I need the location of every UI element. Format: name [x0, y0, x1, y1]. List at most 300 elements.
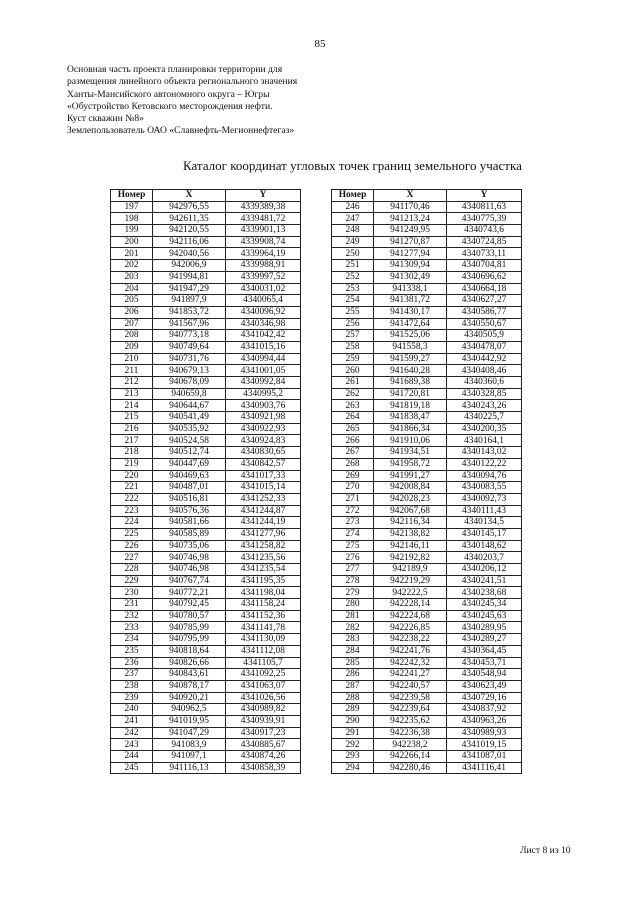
- cell-x: 940792,45: [153, 599, 226, 611]
- table-row: [111, 610, 301, 622]
- cell-y: 4340360,6: [447, 377, 522, 389]
- cell-number: 234: [111, 634, 153, 646]
- cell-y: 4341092,25: [226, 669, 301, 681]
- cell-number: 259: [332, 353, 374, 365]
- cell-x: 941309,94: [374, 260, 447, 272]
- table-row: [111, 634, 301, 646]
- cell-x: 941270,87: [374, 236, 447, 248]
- cell-y: 4341158,24: [226, 599, 301, 611]
- table-row: [111, 692, 301, 704]
- cell-number: 227: [111, 552, 153, 564]
- table-row: [111, 306, 301, 318]
- cell-number: 267: [332, 447, 374, 459]
- cell-number: 198: [111, 213, 153, 225]
- cell-y: 4340328,85: [447, 388, 522, 400]
- table-row: [332, 213, 522, 225]
- cell-x: 941430,17: [374, 306, 447, 318]
- cell-y: 4339908,74: [226, 236, 301, 248]
- cell-x: 940524,58: [153, 435, 226, 447]
- table-row: [332, 412, 522, 424]
- table-row: [332, 669, 522, 681]
- cell-y: 4341252,33: [226, 493, 301, 505]
- table-row: [332, 283, 522, 295]
- cell-x: 940512,74: [153, 447, 226, 459]
- cell-y: 4339988,91: [226, 260, 301, 272]
- table-row: [332, 341, 522, 353]
- table-row: [332, 552, 522, 564]
- table-row: [332, 715, 522, 727]
- cell-y: 4341235,56: [226, 552, 301, 564]
- cell-number: 219: [111, 458, 153, 470]
- catalog-title: Каталог координат угловых точек границ земельного участка: [183, 158, 522, 173]
- cell-y: 4340627,27: [447, 295, 522, 307]
- cell-y: 4340704,81: [447, 260, 522, 272]
- cell-x: 942236,38: [374, 727, 447, 739]
- cell-x: 940678,09: [153, 377, 226, 389]
- cell-number: 231: [111, 599, 153, 611]
- cell-number: 273: [332, 517, 374, 529]
- table-row: [111, 470, 301, 482]
- cell-number: 230: [111, 587, 153, 599]
- cell-x: 940576,36: [153, 505, 226, 517]
- cell-x: 942189,9: [374, 564, 447, 576]
- cell-y: 4340885,67: [226, 739, 301, 751]
- cell-number: 229: [111, 575, 153, 587]
- header-line: Куст скважин №8»: [67, 113, 144, 125]
- cell-number: 268: [332, 458, 374, 470]
- table-row: [332, 540, 522, 552]
- header-line: Основная часть проекта планировки территории для: [67, 64, 283, 75]
- cell-y: 4340245,34: [447, 599, 522, 611]
- table-header-row: [111, 190, 301, 202]
- cell-x: 940772,21: [153, 587, 226, 599]
- cell-x: 942116,06: [153, 236, 226, 248]
- cell-x: 941525,06: [374, 330, 447, 342]
- cell-number: 217: [111, 435, 153, 447]
- cell-x: 941866,34: [374, 423, 447, 435]
- header-line: «Обустройство Кетовского месторождения нефти.: [67, 100, 273, 112]
- cell-number: 239: [111, 692, 153, 704]
- table-row: [111, 564, 301, 576]
- cell-y: 4340134,5: [447, 517, 522, 529]
- cell-number: 292: [332, 739, 374, 751]
- cell-number: 291: [332, 727, 374, 739]
- table-row: [111, 318, 301, 330]
- cell-number: 264: [332, 412, 374, 424]
- cell-number: 242: [111, 727, 153, 739]
- cell-x: 941019,95: [153, 715, 226, 727]
- cell-y: 4340200,35: [447, 423, 522, 435]
- cell-number: 211: [111, 365, 153, 377]
- cell-x: 941083,9: [153, 739, 226, 751]
- cell-number: 241: [111, 715, 153, 727]
- cell-y: 4340145,17: [447, 528, 522, 540]
- cell-number: 233: [111, 622, 153, 634]
- column-header-number: Номер: [111, 190, 153, 202]
- cell-x: 940679,13: [153, 365, 226, 377]
- table-row: [332, 353, 522, 365]
- cell-number: 197: [111, 201, 153, 213]
- cell-y: 4340164,1: [447, 435, 522, 447]
- cell-number: 290: [332, 715, 374, 727]
- cell-number: 284: [332, 645, 374, 657]
- cell-number: 199: [111, 225, 153, 237]
- cell-y: 4340696,62: [447, 271, 522, 283]
- cell-number: 285: [332, 657, 374, 669]
- cell-y: 4340733,11: [447, 248, 522, 260]
- cell-x: 941640,28: [374, 365, 447, 377]
- cell-number: 257: [332, 330, 374, 342]
- cell-y: 4340092,73: [447, 493, 522, 505]
- cell-number: 258: [332, 341, 374, 353]
- page-number: 85: [314, 38, 326, 50]
- cell-x: 940447,69: [153, 458, 226, 470]
- cell-number: 260: [332, 365, 374, 377]
- table-row: [332, 599, 522, 611]
- cell-y: 4340241,51: [447, 575, 522, 587]
- cell-y: 4341015,14: [226, 482, 301, 494]
- cell-y: 4340903,76: [226, 400, 301, 412]
- cell-x: 942028,23: [374, 493, 447, 505]
- cell-number: 215: [111, 412, 153, 424]
- table-row: [111, 587, 301, 599]
- cell-number: 208: [111, 330, 153, 342]
- cell-y: 4340289,27: [447, 634, 522, 646]
- cell-x: 942242,32: [374, 657, 447, 669]
- cell-x: 942116,34: [374, 517, 447, 529]
- table-row: [111, 517, 301, 529]
- cell-x: 942238,2: [374, 739, 447, 751]
- cell-y: 4341258,82: [226, 540, 301, 552]
- table-row: [111, 622, 301, 634]
- table-row: [111, 248, 301, 260]
- table-row: [332, 423, 522, 435]
- table-row: [111, 365, 301, 377]
- cell-x: 941116,13: [153, 762, 226, 774]
- cell-number: 253: [332, 283, 374, 295]
- cell-number: 254: [332, 295, 374, 307]
- cell-y: 4340143,02: [447, 447, 522, 459]
- cell-y: 4340729,16: [447, 692, 522, 704]
- cell-number: 250: [332, 248, 374, 260]
- table-row: [111, 727, 301, 739]
- table-row: [111, 739, 301, 751]
- cell-number: 213: [111, 388, 153, 400]
- cell-x: 942235,62: [374, 715, 447, 727]
- cell-x: 940746,98: [153, 564, 226, 576]
- table-row: [111, 680, 301, 692]
- cell-number: 240: [111, 704, 153, 716]
- table-row: [111, 271, 301, 283]
- cell-y: 4340346,98: [226, 318, 301, 330]
- cell-y: 4340811,63: [447, 201, 522, 213]
- cell-y: 4340408,46: [447, 365, 522, 377]
- cell-y: 4340096,92: [226, 306, 301, 318]
- cell-x: 942228,14: [374, 599, 447, 611]
- cell-number: 225: [111, 528, 153, 540]
- cell-number: 220: [111, 470, 153, 482]
- cell-number: 288: [332, 692, 374, 704]
- cell-x: 942976,55: [153, 201, 226, 213]
- cell-x: 940843,61: [153, 669, 226, 681]
- cell-y: 4341112,08: [226, 645, 301, 657]
- cell-x: 941897,9: [153, 295, 226, 307]
- cell-x: 942146,11: [374, 540, 447, 552]
- cell-number: 245: [111, 762, 153, 774]
- cell-x: 941720,81: [374, 388, 447, 400]
- table-row: [111, 505, 301, 517]
- table-row: [111, 482, 301, 494]
- table-row: [332, 306, 522, 318]
- cell-y: 4340083,55: [447, 482, 522, 494]
- cell-x: 941958,72: [374, 458, 447, 470]
- cell-number: 255: [332, 306, 374, 318]
- table-row: [332, 271, 522, 283]
- cell-number: 214: [111, 400, 153, 412]
- cell-y: 4340148,62: [447, 540, 522, 552]
- cell-number: 238: [111, 680, 153, 692]
- table-row: [332, 470, 522, 482]
- cell-number: 205: [111, 295, 153, 307]
- cell-x: 941249,95: [374, 225, 447, 237]
- cell-x: 941558,3: [374, 341, 447, 353]
- table-row: [332, 201, 522, 213]
- table-row: [111, 528, 301, 540]
- cell-x: 941994,81: [153, 271, 226, 283]
- table-row: [111, 657, 301, 669]
- column-header-number: Номер: [332, 190, 374, 202]
- table-row: [332, 505, 522, 517]
- cell-number: 246: [332, 201, 374, 213]
- cell-x: 941947,29: [153, 283, 226, 295]
- table-row: [332, 388, 522, 400]
- cell-number: 224: [111, 517, 153, 529]
- cell-y: 4340995,2: [226, 388, 301, 400]
- cell-number: 266: [332, 435, 374, 447]
- cell-y: 4341116,41: [447, 762, 522, 774]
- cell-y: 4341001,05: [226, 365, 301, 377]
- table-row: [332, 680, 522, 692]
- cell-y: 4340550,67: [447, 318, 522, 330]
- header-line: Ханты-Мансийского автономного округа – Югры: [67, 88, 270, 100]
- cell-number: 207: [111, 318, 153, 330]
- cell-x: 942192,82: [374, 552, 447, 564]
- cell-number: 228: [111, 564, 153, 576]
- cell-x: 942224,68: [374, 610, 447, 622]
- table-row: [111, 540, 301, 552]
- header-line: Землепользователь ОАО «Славнефть-Мегионнефтегаз»: [67, 125, 295, 137]
- cell-x: 942008,84: [374, 482, 447, 494]
- cell-number: 263: [332, 400, 374, 412]
- cell-x: 942138,82: [374, 528, 447, 540]
- table-row: [111, 260, 301, 272]
- table-row: [111, 201, 301, 213]
- table-row: [332, 751, 522, 763]
- cell-number: 287: [332, 680, 374, 692]
- cell-x: 942239,58: [374, 692, 447, 704]
- table-row: [111, 762, 301, 774]
- table-row: [332, 587, 522, 599]
- cell-y: 4340065,4: [226, 295, 301, 307]
- cell-number: 232: [111, 610, 153, 622]
- cell-x: 940826,66: [153, 657, 226, 669]
- cell-x: 940785,99: [153, 622, 226, 634]
- cell-number: 279: [332, 587, 374, 599]
- table-row: [111, 330, 301, 342]
- cell-y: 4341244,87: [226, 505, 301, 517]
- cell-x: 941097,1: [153, 751, 226, 763]
- cell-y: 4340992,84: [226, 377, 301, 389]
- cell-y: 4341277,96: [226, 528, 301, 540]
- cell-x: 942239,64: [374, 704, 447, 716]
- cell-y: 4340917,23: [226, 727, 301, 739]
- cell-x: 941853,72: [153, 306, 226, 318]
- cell-number: 209: [111, 341, 153, 353]
- table-row: [332, 447, 522, 459]
- cell-x: 942266,14: [374, 751, 447, 763]
- cell-number: 223: [111, 505, 153, 517]
- cell-number: 294: [332, 762, 374, 774]
- cell-x: 940749,64: [153, 341, 226, 353]
- cell-x: 941910,06: [374, 435, 447, 447]
- table-row: [111, 645, 301, 657]
- cell-x: 941302,49: [374, 271, 447, 283]
- cell-number: 247: [332, 213, 374, 225]
- cell-y: 4340922,93: [226, 423, 301, 435]
- cell-y: 4341015,16: [226, 341, 301, 353]
- table-row: [111, 669, 301, 681]
- cell-y: 4340206,12: [447, 564, 522, 576]
- cell-number: 203: [111, 271, 153, 283]
- cell-x: 940541,49: [153, 412, 226, 424]
- document-header: [67, 64, 447, 138]
- cell-number: 283: [332, 634, 374, 646]
- cell-y: 4340924,83: [226, 435, 301, 447]
- cell-y: 4341087,01: [447, 751, 522, 763]
- cell-y: 4339901,13: [226, 225, 301, 237]
- cell-y: 4340921,98: [226, 412, 301, 424]
- table-row: [332, 517, 522, 529]
- cell-number: 206: [111, 306, 153, 318]
- column-header-y: Y: [447, 190, 522, 202]
- cell-number: 269: [332, 470, 374, 482]
- cell-x: 940735,06: [153, 540, 226, 552]
- cell-y: 4339964,19: [226, 248, 301, 260]
- table-row: [332, 622, 522, 634]
- cell-y: 4340289,95: [447, 622, 522, 634]
- cell-y: 4340031,02: [226, 283, 301, 295]
- cell-x: 941567,96: [153, 318, 226, 330]
- cell-number: 244: [111, 751, 153, 763]
- table-row: [111, 575, 301, 587]
- cell-x: 940659,8: [153, 388, 226, 400]
- table-row: [111, 341, 301, 353]
- table-row: [332, 645, 522, 657]
- cell-x: 940731,76: [153, 353, 226, 365]
- cell-y: 4340238,68: [447, 587, 522, 599]
- cell-y: 4339389,38: [226, 201, 301, 213]
- cell-y: 4341195,35: [226, 575, 301, 587]
- table-row: [111, 388, 301, 400]
- table-row: [332, 564, 522, 576]
- cell-y: 4340842,57: [226, 458, 301, 470]
- cell-number: 281: [332, 610, 374, 622]
- cell-x: 941934,51: [374, 447, 447, 459]
- cell-x: 940516,81: [153, 493, 226, 505]
- table-row: [111, 599, 301, 611]
- cell-x: 940780,57: [153, 610, 226, 622]
- cell-y: 4340858,39: [226, 762, 301, 774]
- cell-x: 941472,64: [374, 318, 447, 330]
- cell-y: 4340989,82: [226, 704, 301, 716]
- table-row: [332, 225, 522, 237]
- cell-y: 4340225,7: [447, 412, 522, 424]
- table-row: [332, 330, 522, 342]
- cell-number: 278: [332, 575, 374, 587]
- cell-number: 236: [111, 657, 153, 669]
- cell-y: 4340453,71: [447, 657, 522, 669]
- cell-x: 940795,99: [153, 634, 226, 646]
- column-header-x: X: [374, 190, 447, 202]
- cell-x: 942611,35: [153, 213, 226, 225]
- cell-number: 289: [332, 704, 374, 716]
- table-row: [332, 377, 522, 389]
- cell-number: 252: [332, 271, 374, 283]
- cell-x: 941170,46: [374, 201, 447, 213]
- cell-x: 942067,68: [374, 505, 447, 517]
- cell-x: 940773,18: [153, 330, 226, 342]
- table-row: [111, 377, 301, 389]
- cell-number: 270: [332, 482, 374, 494]
- cell-number: 221: [111, 482, 153, 494]
- cell-x: 940746,98: [153, 552, 226, 564]
- cell-x: 941991,27: [374, 470, 447, 482]
- table-row: [332, 575, 522, 587]
- cell-number: 293: [332, 751, 374, 763]
- cell-number: 200: [111, 236, 153, 248]
- cell-y: 4340743,6: [447, 225, 522, 237]
- cell-y: 4340775,39: [447, 213, 522, 225]
- table-row: [332, 236, 522, 248]
- table-row: [111, 213, 301, 225]
- table-row: [332, 260, 522, 272]
- cell-y: 4340203,7: [447, 552, 522, 564]
- table-row: [111, 283, 301, 295]
- cell-x: 942241,76: [374, 645, 447, 657]
- cell-number: 256: [332, 318, 374, 330]
- cell-y: 4340243,26: [447, 400, 522, 412]
- cell-y: 4340111,43: [447, 505, 522, 517]
- cell-x: 940535,92: [153, 423, 226, 435]
- table-row: [332, 435, 522, 447]
- cell-number: 275: [332, 540, 374, 552]
- cell-x: 942222,5: [374, 587, 447, 599]
- cell-y: 4341042,42: [226, 330, 301, 342]
- cell-number: 235: [111, 645, 153, 657]
- cell-y: 4339997,52: [226, 271, 301, 283]
- coordinates-table-left: [110, 189, 301, 774]
- cell-number: 222: [111, 493, 153, 505]
- table-row: [332, 295, 522, 307]
- cell-number: 280: [332, 599, 374, 611]
- cell-number: 243: [111, 739, 153, 751]
- cell-number: 201: [111, 248, 153, 260]
- cell-y: 4340505,9: [447, 330, 522, 342]
- cell-x: 942241,27: [374, 669, 447, 681]
- cell-x: 940920,21: [153, 692, 226, 704]
- table-row: [332, 762, 522, 774]
- table-row: [332, 657, 522, 669]
